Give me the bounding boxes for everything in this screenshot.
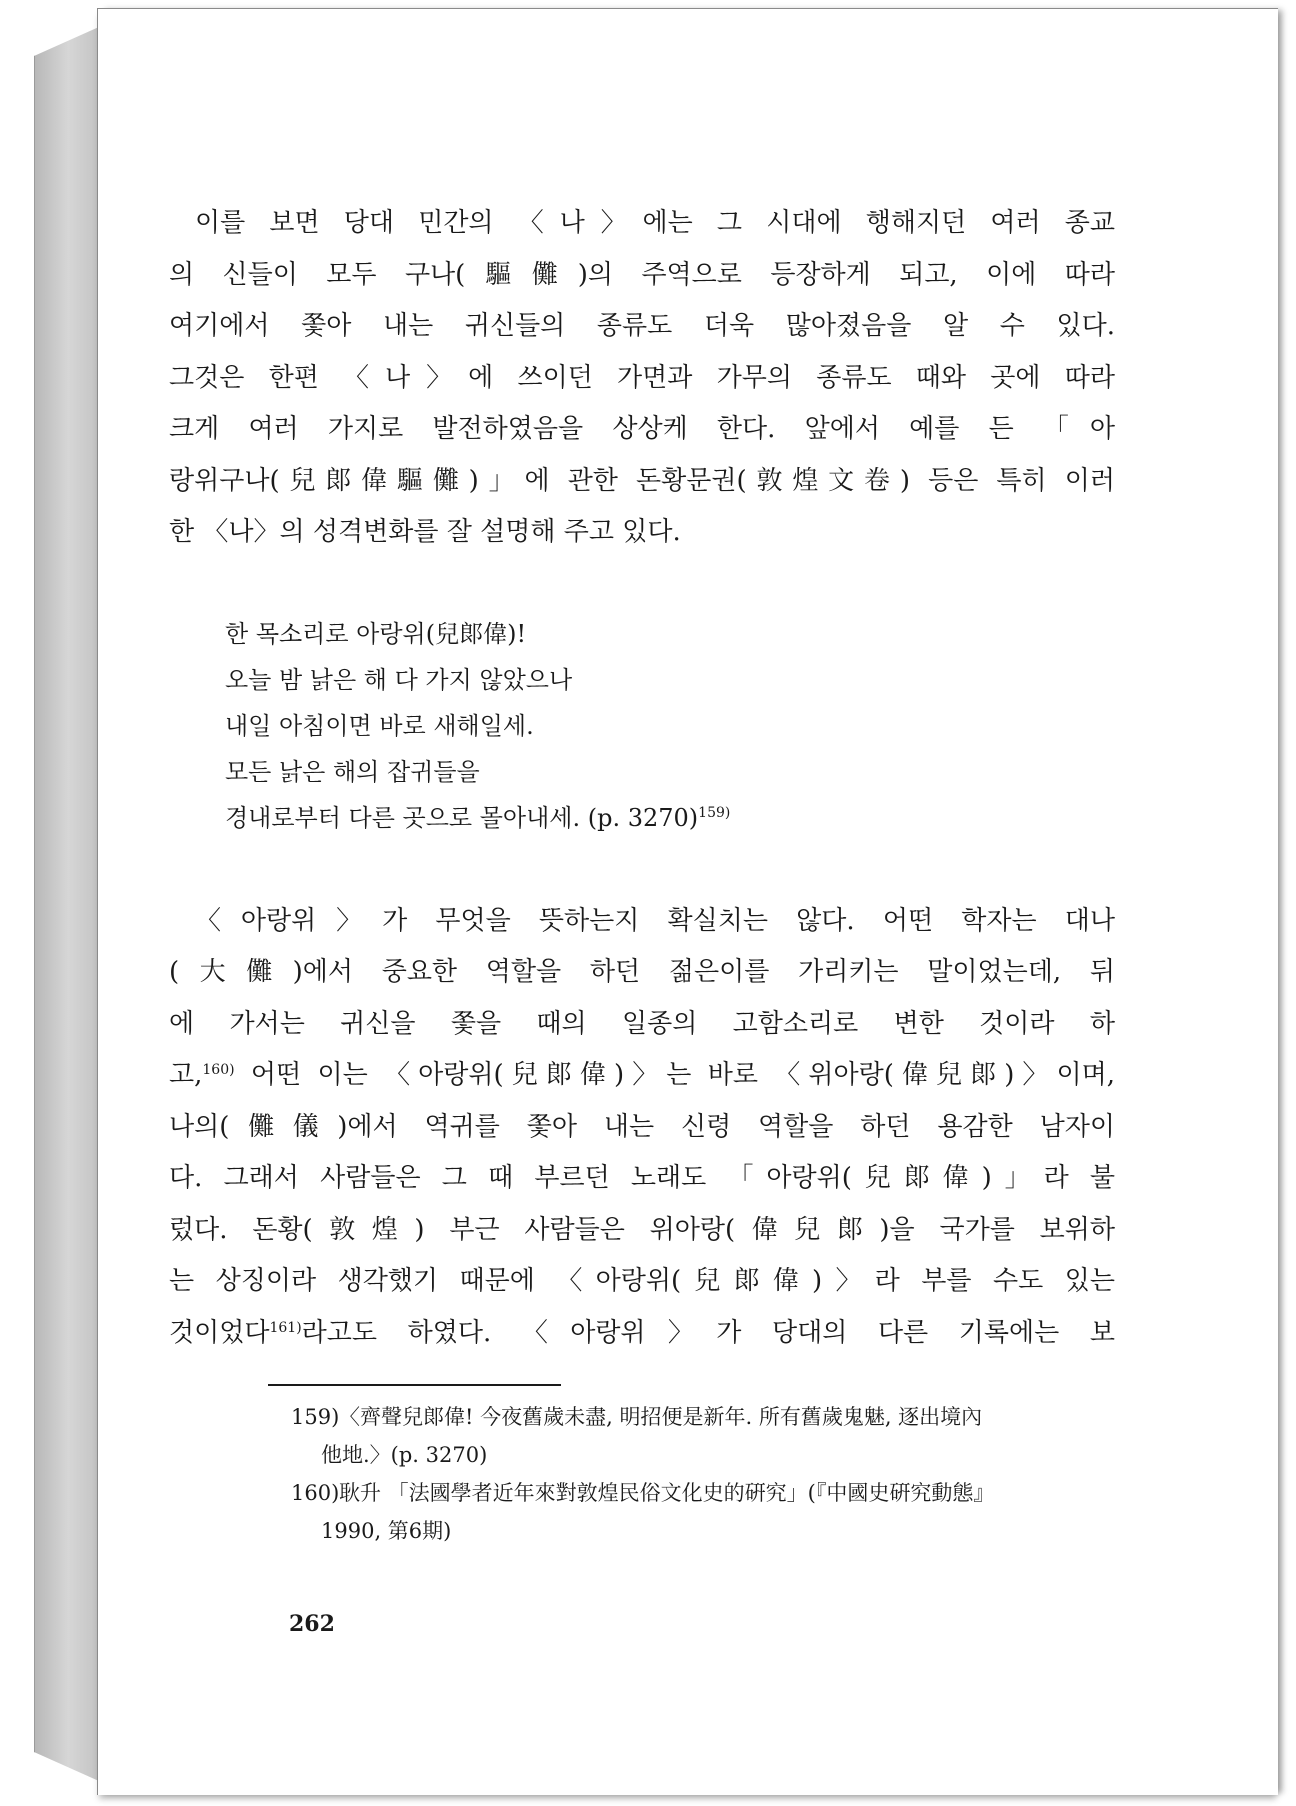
poem-line: 오늘 밤 낡은 해 다 가지 않았으나 (225, 665, 573, 694)
text-line: 렀다. 돈황(敦煌) 부근 사람들은 위아랑(偉兒郞)을 국가를 보위하 (169, 1214, 1115, 1245)
text-line: 는 상징이라 생각했기 때문에 〈아랑위(兒郞偉)〉라 부를 수도 있는 (169, 1266, 1115, 1296)
text-line-with-ref (169, 1050, 1115, 1102)
poem-quote (169, 611, 1115, 841)
poem-line-text: 경내로부터 다른 곳으로 몰아내세. (p. 3270) (225, 803, 699, 832)
footnote-continuation: 他地.〉(p. 3270) (321, 1443, 488, 1467)
text-line: 〈아랑위〉가 무엇을 뜻하는지 확실치는 않다. 어떤 학자는 대나 (195, 905, 1115, 936)
text-line: 그것은 한편 〈나〉에 쓰이던 가면과 가무의 종류도 때와 곳에 따라 (169, 362, 1115, 393)
footnote-number: 160) (291, 1481, 340, 1505)
footnote-text: 〈齊聲兒郞偉! 今夜舊歲未盡, 明招便是新年. 所有舊歲鬼魅, 逐出境內 (339, 1405, 983, 1429)
footnote-ref-160: 160) (202, 1062, 235, 1078)
text-line: 에 가서는 귀신을 쫓을 때의 일종의 고함소리로 변한 것이라 하 (169, 1008, 1115, 1039)
text-fragment: 어떤 이는 〈아랑위(兒郞偉)〉는 바로 〈위아랑(偉兒郞)〉이며, (234, 1060, 1115, 1090)
footnote-continuation: 1990, 第6期) (321, 1519, 452, 1543)
footnote-ref-159: 159) (698, 804, 731, 821)
poem-line: 모든 낡은 해의 잡귀들을 (225, 757, 480, 786)
page-number: 262 (289, 1611, 335, 1637)
footnote-ref-161: 161) (269, 1319, 302, 1336)
body-text (169, 198, 1115, 1359)
paragraph-1 (169, 198, 1115, 559)
text-line: 다. 그래서 사람들은 그 때 부르던 노래도 「아랑위(兒郞偉)」라 불 (169, 1163, 1115, 1193)
footnote-160 (291, 1474, 1121, 1550)
footnotes (291, 1398, 1121, 1550)
text-fragment: 것이었다 (169, 1317, 270, 1348)
poem-line: 한 목소리로 아랑위(兒郞偉)! (225, 619, 527, 648)
text-line-with-ref (169, 1308, 1115, 1360)
footnote-159 (291, 1398, 1121, 1474)
text-line: 랑위구나(兒郞偉驅儺)」에 관한 돈황문권(敦煌文卷) 등은 특히 이러 (169, 465, 1115, 496)
paragraph-2 (169, 896, 1115, 1360)
footnote-text: 耿升 「法國學者近年來對敦煌民俗文化史的硏究」(『中國史硏究動態』 (339, 1481, 995, 1505)
text-fragment: 라고도 하였다. 〈아랑위〉가 당대의 다른 기록에는 보 (301, 1317, 1115, 1348)
footnote-divider (268, 1384, 561, 1386)
text-line: 나의(儺儀)에서 역귀를 쫓아 내는 신령 역할을 하던 용감한 남자이 (169, 1111, 1115, 1142)
text-line: 이를 보면 당대 민간의 〈나〉에는 그 시대에 행해지던 여러 종교 (195, 208, 1115, 238)
text-line: 크게 여러 가지로 발전하였음을 상상케 한다. 앞에서 예를 든 「아 (169, 414, 1115, 444)
text-fragment: 고, (169, 1060, 203, 1090)
footnote-first-line (291, 1405, 982, 1429)
poem-line: 내일 아침이면 바로 새해일세. (225, 711, 534, 740)
text-line: 의 신들이 모두 구나(驅儺)의 주역으로 등장하게 되고, 이에 따라 (169, 259, 1115, 290)
poem-line-last (225, 795, 1115, 841)
footnote-first-line (291, 1481, 994, 1505)
text-line: (大儺)에서 중요한 역할을 하던 젊은이를 가리키는 말이었는데, 뒤 (169, 957, 1115, 987)
text-line: 한 〈나〉의 성격변화를 잘 설명해 주고 있다. (169, 517, 681, 547)
footnote-number: 159) (291, 1405, 340, 1429)
text-line: 여기에서 쫓아 내는 귀신들의 종류도 더욱 많아졌음을 알 수 있다. (169, 311, 1115, 341)
